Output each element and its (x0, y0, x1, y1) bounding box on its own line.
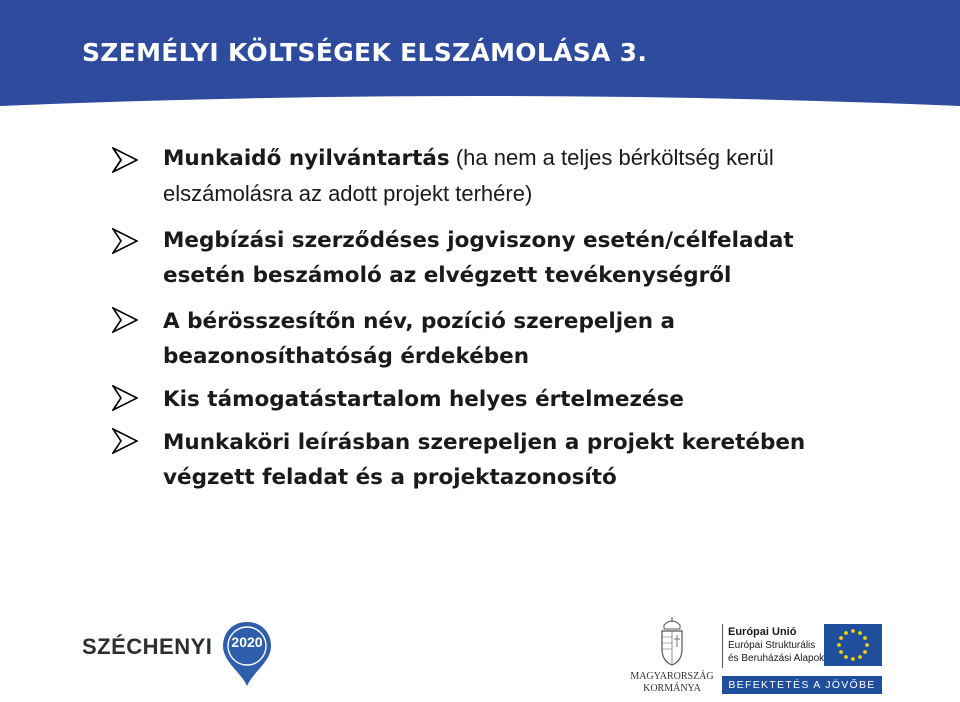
eu-logo (722, 624, 884, 696)
map-pin-icon (221, 620, 273, 688)
eu-title: Európai Unió (728, 626, 797, 638)
eu-subtitle-line1: Európai Strukturális (728, 640, 816, 651)
list-item-bold-text: Munkaidő nyilvántartás (163, 146, 450, 171)
list-item-normal-text: (ha nem a teljes bérköltség kerül (449, 145, 774, 170)
list-item-line: Megbízási szerződéses jogviszony esetén/célfeladat (163, 228, 794, 253)
eu-band-text: BEFEKTETÉS A JÖVŐBE (722, 676, 882, 694)
arrowhead-bullet-icon (112, 307, 138, 333)
list-item-line: A bérösszesítőn név, pozíció szerepeljen a (163, 309, 676, 334)
arrowhead-bullet-icon (112, 428, 138, 454)
government-line1: MAGYARORSZÁG (630, 671, 714, 682)
list-item-text (163, 223, 923, 293)
list-item-text (163, 140, 923, 212)
page-title: SZEMÉLYI KÖLTSÉGEK ELSZÁMOLÁSA 3. (82, 38, 648, 67)
szechenyi-2020-logo (82, 620, 272, 690)
arrowhead-bullet-icon (112, 228, 138, 254)
government-logo-text (626, 671, 718, 695)
eu-divider (722, 624, 723, 668)
eu-flag-icon (824, 624, 882, 666)
szechenyi-logo-year: 2020 (231, 634, 263, 650)
list-item-text (163, 304, 923, 374)
list-item-text (163, 425, 923, 495)
government-logo (626, 615, 718, 697)
header-band (0, 0, 960, 112)
government-line2: KORMÁNYA (643, 683, 701, 694)
szechenyi-logo-text: SZÉCHENYI (82, 634, 213, 659)
eu-subtitle-line2: és Beruházási Alapok (728, 653, 825, 664)
coat-of-arms-icon (658, 615, 686, 667)
list-item-text (163, 382, 923, 417)
list-item-line: Munkaköri leírásban szerepeljen a projekt keretében (163, 430, 806, 455)
list-item-line: végzett feladat és a projektazonosító (163, 465, 617, 490)
list-item-normal-text: elszámolásra az adott projekt terhére) (163, 181, 533, 206)
arrowhead-bullet-icon (112, 147, 138, 173)
list-item-line: Kis támogatástartalom helyes értelmezése (163, 387, 684, 412)
list-item-line: esetén beszámoló az elvégzett tevékenységről (163, 263, 732, 288)
list-item-line: beazonosíthatóság érdekében (163, 344, 530, 369)
arrowhead-bullet-icon (112, 385, 138, 411)
